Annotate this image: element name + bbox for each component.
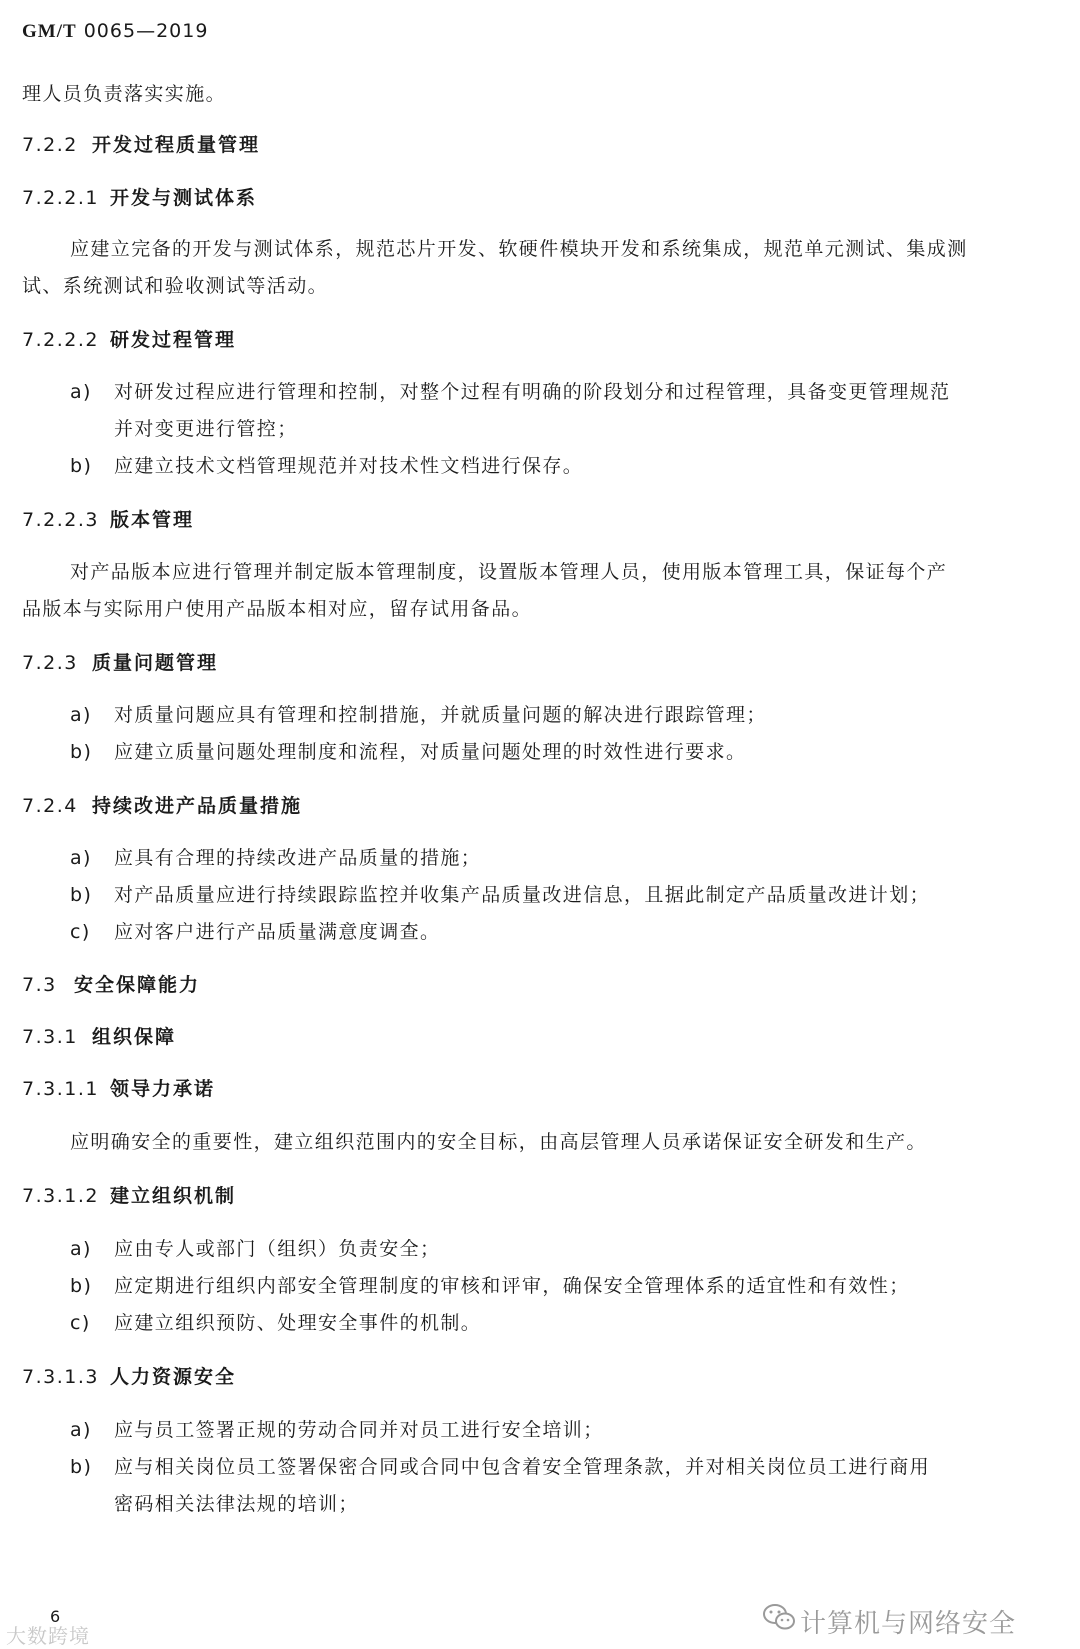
section-title: 持续改进产品质量措施 (92, 795, 303, 817)
section-title: 领导力承诺 (110, 1078, 216, 1100)
list-text: 应与相关岗位员工签署保密合同或合同中包含着安全管理条款，并对相关岗位员工进行商用 (114, 1456, 931, 1478)
section-title: 研发过程管理 (110, 329, 237, 351)
list-item-continuation: 密码相关法律法规的培训； (114, 1493, 359, 1515)
list-item (70, 380, 950, 404)
standard-code: 0065—2019 (83, 20, 209, 42)
list-item (70, 920, 440, 944)
paragraph-line: 应建立完备的开发与测试体系，规范芯片开发、软硬件模块开发和系统集成，规范单元测试、集成测 (70, 238, 968, 260)
section-number: 7.3.1.2 (22, 1185, 99, 1207)
section-number: 7.2.4 (22, 795, 78, 817)
list-text: 应具有合理的持续改进产品质量的措施； (114, 847, 482, 869)
list-marker: b) (70, 884, 93, 906)
section-heading (22, 328, 236, 352)
list-text: 应由专人或部门（组织）负责安全； (114, 1238, 441, 1260)
list-marker: a) (70, 704, 92, 726)
list-item (70, 883, 930, 907)
standard-prefix: GM/T (22, 21, 77, 42)
list-text: 应建立技术文档管理规范并对技术性文档进行保存。 (114, 455, 584, 477)
list-item (70, 1418, 604, 1442)
section-heading (22, 186, 257, 210)
section-title: 组织保障 (92, 1026, 177, 1048)
section-heading (22, 133, 260, 157)
paragraph-line: 对产品版本应进行管理并制定版本管理制度，设置版本管理人员，使用版本管理工具，保证每个产 (70, 561, 948, 583)
section-heading (22, 1077, 215, 1101)
list-marker: a) (70, 1238, 92, 1260)
section-title: 质量问题管理 (92, 652, 219, 674)
list-text: 应与员工签署正规的劳动合同并对员工进行安全培训； (114, 1419, 604, 1441)
page-header (22, 20, 208, 43)
watermark-left (6, 1620, 90, 1649)
watermark-right: 计算机与网络安全 (800, 1609, 1017, 1639)
list-item (70, 1455, 930, 1479)
section-title: 开发过程质量管理 (92, 134, 261, 156)
section-heading (22, 973, 200, 997)
section-number: 7.3.1.3 (22, 1366, 99, 1388)
paragraph-line: 试、系统测试和验收测试等活动。 (22, 275, 329, 297)
section-number: 7.2.2.2 (22, 329, 99, 351)
watermark-left-text: 大数跨境 (6, 1624, 90, 1648)
section-heading (22, 651, 218, 675)
list-text: 应对客户进行产品质量满意度调查。 (114, 921, 441, 943)
list-marker: a) (70, 381, 92, 403)
list-text: 应定期进行组织内部安全管理制度的审核和评审，确保安全管理体系的适宜性和有效性； (114, 1275, 910, 1297)
section-heading (22, 1365, 236, 1389)
section-title: 开发与测试体系 (110, 187, 258, 209)
list-item (70, 1237, 440, 1261)
section-heading (22, 1025, 176, 1049)
section-number: 7.2.2.3 (22, 509, 99, 531)
section-heading (22, 508, 194, 532)
list-text: 对产品质量应进行持续跟踪监控并收集产品质量改进信息，且据此制定产品质量改进计划； (114, 884, 931, 906)
list-marker: b) (70, 1275, 93, 1297)
page-number: 6 (50, 1607, 61, 1626)
section-title: 版本管理 (110, 509, 195, 531)
list-item (70, 1274, 910, 1298)
list-text: 应建立质量问题处理制度和流程，对质量问题处理的时效性进行要求。 (114, 741, 747, 763)
list-marker: c) (70, 1312, 91, 1334)
list-text: 对研发过程应进行管理和控制，对整个过程有明确的阶段划分和过程管理，具备变更管理规范 (114, 381, 951, 403)
paragraph-line: 理人员负责落实实施。 (22, 83, 227, 105)
section-title: 建立组织机制 (110, 1185, 237, 1207)
list-item-continuation: 并对变更进行管控； (114, 418, 298, 440)
list-text: 对质量问题应具有管理和控制措施，并就质量问题的解决进行跟踪管理； (114, 704, 767, 726)
list-item (70, 454, 583, 478)
paragraph-line: 品版本与实际用户使用产品版本相对应，留存试用备品。 (22, 598, 533, 620)
section-heading (22, 1184, 236, 1208)
list-marker: a) (70, 847, 92, 869)
list-marker: b) (70, 455, 93, 477)
list-marker: a) (70, 1419, 92, 1441)
paragraph-line: 应明确安全的重要性，建立组织范围内的安全目标，由高层管理人员承诺保证安全研发和生产。 (70, 1131, 927, 1153)
section-title: 安全保障能力 (74, 974, 201, 996)
list-item (70, 703, 767, 727)
list-marker: b) (70, 1456, 93, 1478)
list-marker: c) (70, 921, 91, 943)
section-number: 7.3 (22, 974, 57, 996)
wechat-icon (762, 1602, 796, 1632)
section-number: 7.2.3 (22, 652, 78, 674)
list-item (70, 846, 481, 870)
section-title: 人力资源安全 (110, 1366, 237, 1388)
list-marker: b) (70, 741, 93, 763)
list-text: 应建立组织预防、处理安全事件的机制。 (114, 1312, 482, 1334)
section-number: 7.2.2.1 (22, 187, 99, 209)
list-item (70, 740, 746, 764)
section-number: 7.3.1.1 (22, 1078, 99, 1100)
section-heading (22, 794, 302, 818)
section-number: 7.3.1 (22, 1026, 78, 1048)
list-item (70, 1311, 481, 1335)
section-number: 7.2.2 (22, 134, 78, 156)
